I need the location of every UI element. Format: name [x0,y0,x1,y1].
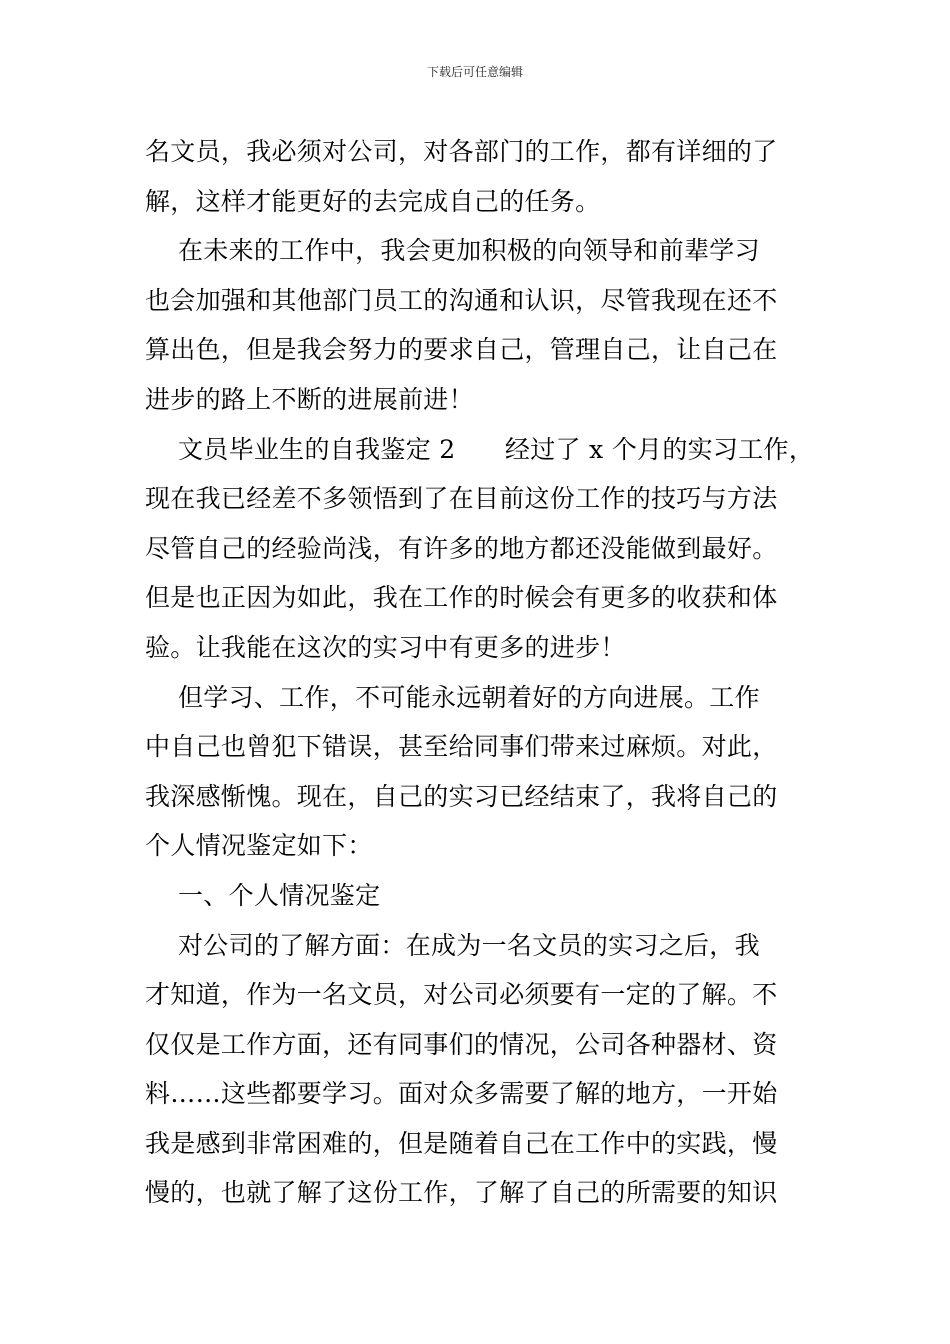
text-line: 我深感惭愧。现在，自己的实习已经结束了，我将自己的 [145,781,778,811]
text-line: 但学习、工作，不可能永远朝着好的方向进展。工作 [145,682,760,712]
text-line: 现在我已经差不多领悟到了在目前这份工作的技巧与方法 [145,484,778,514]
text-line: 文员毕业生的自我鉴定 2 经过了 x 个月的实习工作， [145,434,815,464]
text-line: 解，这样才能更好的去完成自己的任务。 [145,186,601,216]
text-line: 慢的，也就了解了这份工作，了解了自己的所需要的知识 [145,1178,778,1208]
text-line: 进步的路上不断的进展前进！ [145,384,474,414]
text-line: 我是感到非常困难的，但是随着自己在工作中的实践，慢 [145,1128,778,1158]
text-line: 对公司的了解方面：在成为一名文员的实习之后，我 [145,930,760,960]
document-body [145,127,825,1218]
text-line: 在未来的工作中，我会更加积极的向领导和前辈学习 [145,236,760,266]
text-line: 也会加强和其他部门员工的沟通和认识，尽管我现在还不 [145,285,778,315]
page-header: 下载后可任意编辑 [426,65,523,79]
text-line: 中自己也曾犯下错误，甚至给同事们带来过麻烦。对此， [145,732,778,762]
text-line: 一、个人情况鉴定 [145,880,381,910]
text-line: 料……这些都要学习。面对众多需要了解的地方，一开始 [145,1079,778,1109]
text-line: 验。让我能在这次的实习中有更多的进步！ [145,632,626,662]
text-line: 但是也正因为如此，我在工作的时候会有更多的收获和体 [145,583,778,613]
text-line: 算出色，但是我会努力的要求自己，管理自己，让自己在 [145,335,778,365]
text-line: 名文员，我必须对公司，对各部门的工作，都有详细的了 [145,137,778,166]
text-line: 尽管自己的经验尚浅，有许多的地方都还没能做到最好。 [145,533,778,563]
text-line: 才知道，作为一名文员，对公司必须要有一定的了解。不 [145,980,778,1010]
text-line: 仅仅是工作方面，还有同事们的情况，公司各种器材、资 [145,1029,778,1059]
text-line: 个人情况鉴定如下： [145,831,373,861]
